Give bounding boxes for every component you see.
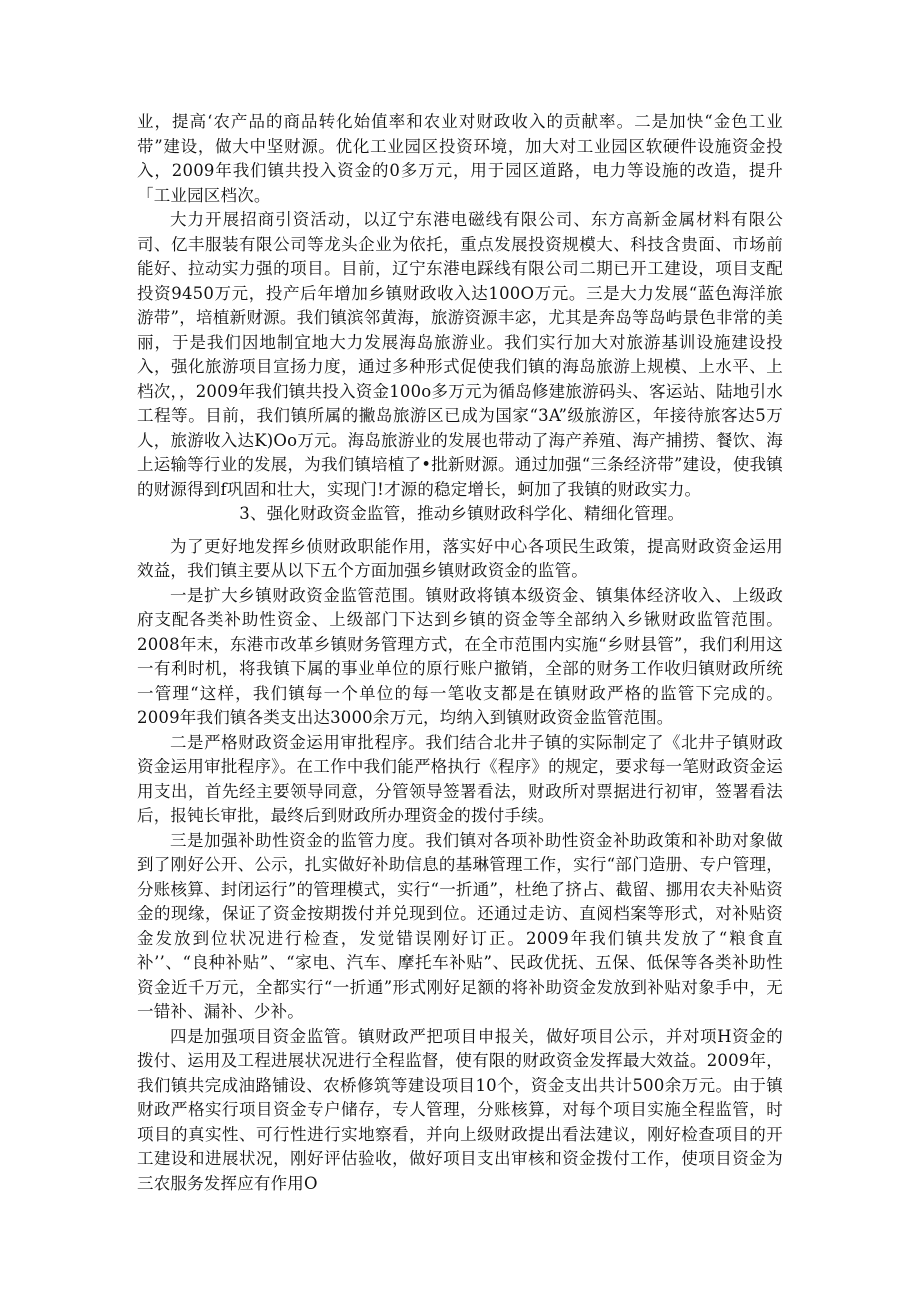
paragraph-2: 大力开展招商引资活动，以辽宁东港电磁线有限公司、东方高新金属材料有限公司、亿丰服装有限公司等龙头企业为依托，重点发展投资规模大、科技含贵面、市场前能好、拉动实力强的项目。目前，辽宁东港电踩线有限公司二期已开工建设，项目支配投资9450万元，投产后年增加乡镇财政收入达100O万元。三是大力发展“蓝色海洋旅游带”，培植新财源。我们镇滨邻黄海，旅游资源丰宓，尤其是奔岛等岛屿景色非常的美丽，于是我们因地制宜地大力发展海岛旅游业。我们实行加大对旅游基训设施建设投入，强化旅游项目宣扬力度，通过多种形式促使我们镇的海岛旅游上规模、上水平、上档次，，2009年我们镇共投入资金100o多万元为循岛修建旅游码头、客运站、陆地引水工程等。目前，我们镇所属的撇岛旅游区已成为国家“3A”级旅游区，年接待旅客达5万人，旅游收入达K)Oo万元。海岛旅游业的发展也带动了海产养殖、海产捕捞、餐饮、海上运输等行业的发展，为我们镇培植了•批新财源。通过加强“三条经济带”建设，使我镇的财源得到f巩固和壮大，实现门!才源的稳定增长，蚵加了我镇的财政实力。 bbox=[137, 210, 783, 499]
paragraph-1: 业，提高‘农产品的商品转化始值率和农业对财政收入的贡献率。二是加快“金色工业带”建设，做大中坚财源。优化工业园区投资环境，加大对工业园区软硬件设施资金投入，2009年我们镇共投入资金的0多万元，用于园区道路，电力等设施的改造，提升「工业园区档次。 bbox=[137, 112, 783, 205]
section-heading: 3、强化财政资金监管，推动乡镇财政科学化、精细化管理。 bbox=[239, 504, 685, 523]
paragraph-4: 一是扩大乡镇财政资金监管范围。镇财政将镇本级资金、镇集体经济收入、上级政府支配各类补助性资金、上级部门下达到乡镇的资金等全部纳入乡锹财政监管范围。2008年末，东港市改革乡镇财务管理方式，在全市范围内实施“乡财县管”，我们利用这一有利时机，将我镇下属的事业单位的原行账户撤销，全部的财务工作收归镇财政所统一管理“这样，我们镇每一个单位的每一笔收支都是在镇财政严格的监管下完成的。2009年我们镇各类支出达3000余万元，均纳入到镇财政资金监管范围。 bbox=[137, 585, 783, 727]
paragraph-6: 三是加强补助性资金的监管力度。我们镇对各项补助性资金补助政策和补助对象做到了刚好公开、公示，扎实做好补助信息的基琳管理工作，实行“部门造册、专户管理，分账核算、封闭运行”的管理模式，实行“一折通”，杜绝了挤占、截留、挪用农夫补贴资金的现缘，保证了资金按期拨付并兑现到位。还通过走访、直阅档案等形式，对补贴资金发放到位状况进行检查，发觉错误刚好订正。2009年我们镇共发放了“粮食直补’’、“良种补贴”、“家电、汽车、摩托车补贴”、民政优抚、五保、低保等各类补助性资金近千万元，全都实行“一折通”形式刚好足额的将补助资金发放到补贴对象手中，无一错补、漏补、少补。 bbox=[137, 830, 783, 1021]
paragraph-7: 四是加强项目资金监管。镇财政严把项目申报关，做好项目公示，并对项H资金的拨付、运用及工程进展状况进行全程监督，使有限的财政资金发挥最大效益。2009年，我们镇共完成油路铺设、农桥修筑等建设项目10个，资金支出共计500余万元。由于镇财政严格实行项目资金专户储存，专人管理，分账核算，对每个项目实施全程监管，时项目的真实性、可行性进行实地察看，并向上级财政提出看法建议，刚好检查项目的开工建设和进展状况，刚好评估验收，做好项目支出审核和资金拨付工作，使项目资金为三农服务发挥应有作用O bbox=[137, 1026, 783, 1193]
paragraph-3: 为了更好地发挥乡侦财政职能作用，落实好中心各项民生政策，提高财政资金运用效益，我们镇主要从以下五个方面加强乡镇财政资金的监管。 bbox=[137, 536, 783, 580]
paragraph-5: 二是严格财政资金运用审批程序。我们结合北井子镇的实际制定了《北井子镇财政资金运用审批程序》。在工作中我们能严格执行《程序》的规定，要求每一笔财政资金运用支出，首先经主要领导同意，分管领导签署看法，财政所对票据进行初审，签署看法后，报钝长审批，最终后到财政所办理资金的拨付手续。 bbox=[137, 732, 783, 825]
document-body bbox=[137, 110, 783, 1196]
